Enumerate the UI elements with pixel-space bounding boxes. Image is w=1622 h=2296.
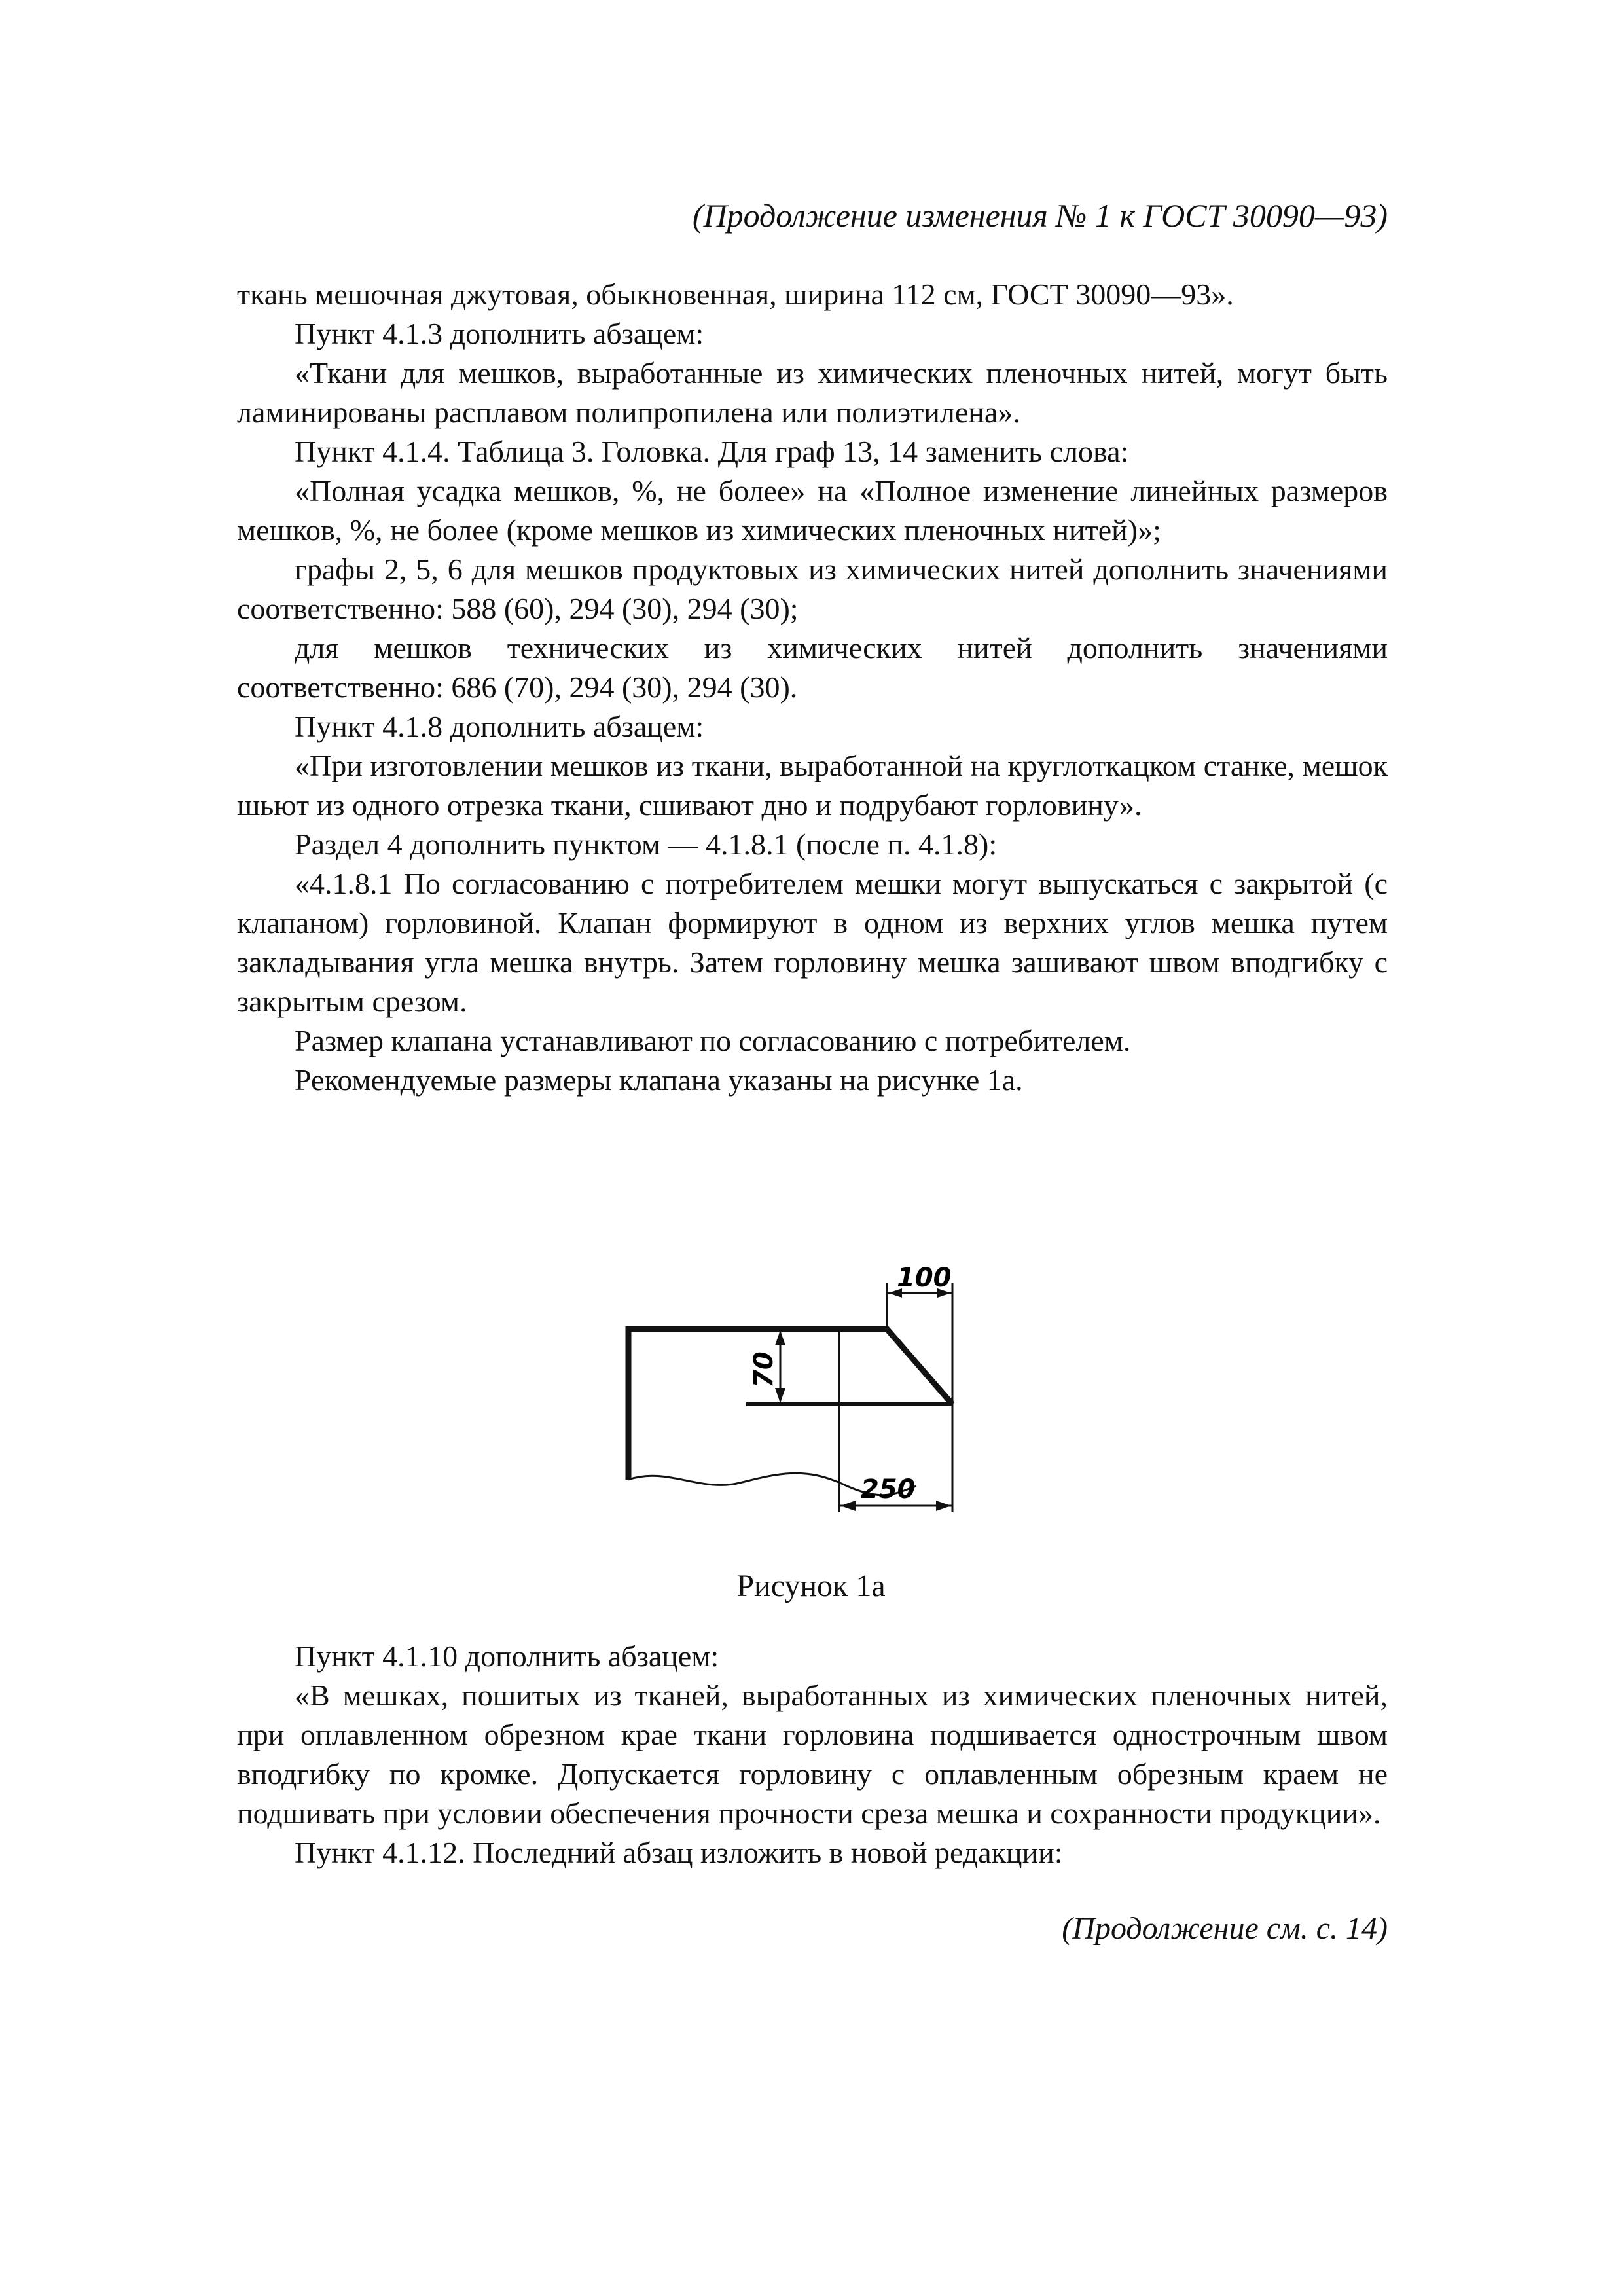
paragraph: «Полная усадка мешков, %, не более» на «Полное изменение линейных размеров мешков, %, не более (кроме мешков из химических пленочных нитей)»; (237, 474, 1388, 547)
paragraph: ткань мешочная джутовая, обыкновенная, ширина 112 см, ГОСТ 30090—93». (237, 278, 1234, 311)
arrowhead (840, 1501, 856, 1511)
paragraph: для мешков технических из химических нитей дополнить значениями соответственно: 686 (70), 294 (30), 294 (30). (237, 631, 1388, 704)
body-text-top (237, 275, 1388, 1100)
dim-250-label: 250 (861, 1474, 916, 1504)
paragraph: Пункт 4.1.8 дополнить абзацем: (295, 710, 704, 743)
paragraph: Пункт 4.1.12. Последний абзац изложить в новой редакции: (295, 1836, 1063, 1869)
arrowhead (936, 1501, 951, 1511)
paragraph: Пункт 4.1.3 дополнить абзацем: (295, 317, 704, 350)
paragraph: «В мешках, пошитых из тканей, выработанных из химических пленочных нитей, при оплавленном обрезном крае ткани горловина подшивается однострочным швом вподгибку по кромке. Допускается горловину с оплавленным обрезным краем не подшивать при условии обеспечения прочности среза мешка и сохранности продукции». (237, 1679, 1388, 1830)
paragraph: Размер клапана устанавливают по согласованию с потребителем. (295, 1024, 1131, 1057)
paragraph: «При изготовлении мешков из ткани, выработанной на круглоткацком станке, мешок шьют из одного отрезка ткани, сшивают дно и подрубают горловину». (237, 749, 1388, 822)
paragraph: «4.1.8.1 По согласованию с потребителем мешки могут выпускаться с закрытой (с клапаном) горловиной. Клапан формируют в одном из верхних углов мешка путем закладывания угла мешка внутрь. Затем горловину мешка зашивают швом вподгибку с закрытым срезом. (237, 867, 1388, 1018)
body-text-bottom (237, 1637, 1388, 1872)
arrowhead (775, 1388, 785, 1403)
page-header: (Продолжение изменения № 1 к ГОСТ 30090—93) (692, 197, 1388, 234)
paragraph: «Ткани для мешков, выработанные из химических пленочных нитей, могут быть ламинированы расплавом полипропилена или полиэтилена». (237, 356, 1388, 429)
paragraph: Раздел 4 дополнить пунктом — 4.1.8.1 (после п. 4.1.8): (295, 828, 998, 861)
arrowhead (775, 1330, 785, 1345)
paragraph: графы 2, 5, 6 для мешков продуктовых из химических нитей дополнить значениями соответственно: 588 (60), 294 (30), 294 (30); (237, 553, 1388, 625)
valve-drawing (609, 1257, 1001, 1532)
page-footer: (Продолжение см. с. 14) (1062, 1911, 1388, 1946)
dim-100-label: 100 (897, 1263, 952, 1293)
paragraph: Рекомендуемые размеры клапана указаны на рисунке 1а. (295, 1063, 1023, 1097)
dim-70-label: 70 (749, 1351, 779, 1388)
paragraph: Пункт 4.1.4. Таблица 3. Головка. Для граф 13, 14 заменить слова: (295, 435, 1129, 468)
paragraph: Пункт 4.1.10 дополнить абзацем: (295, 1639, 719, 1673)
figure-caption: Рисунок 1а (736, 1569, 886, 1603)
bag-outline (628, 1329, 952, 1404)
